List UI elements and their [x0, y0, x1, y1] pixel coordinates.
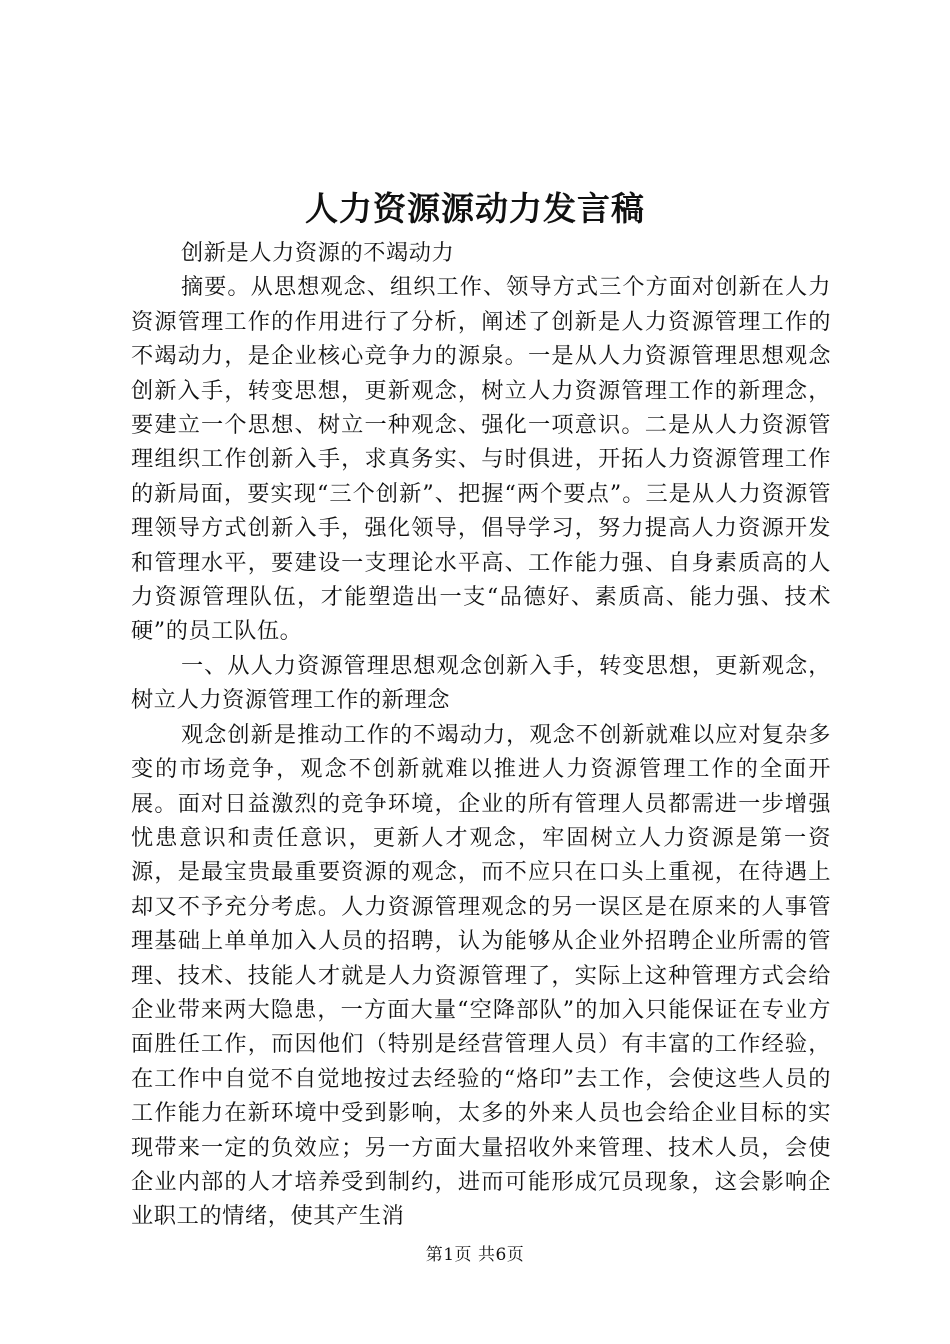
section-heading: 一、从人力资源管理思想观念创新入手，转变思想，更新观念，树立人力资源管理工作的新理念: [131, 652, 831, 714]
document-body: [131, 236, 831, 1234]
document-title: 人力资源源动力发言稿: [305, 189, 645, 228]
page-footer: 第1页 共6页: [425, 1245, 525, 1265]
body-paragraph: 观念创新是推动工作的不竭动力，观念不创新就难以应对复杂多变的市场竞争，观念不创新就难以推进人力资源管理工作的全面开展。面对日益激烈的竞争环境，企业的所有管理人员都需进一步增强忧患意识和责任意识，更新人才观念，牢固树立人力资源是第一资源，是最宝贵最重要资源的观念，而不应只在口头上重视，在待遇上却又不予充分考虑。人力资源管理观念的另一误区是在原来的人事管理基础上单单加入人员的招聘，认为能够从企业外招聘企业所需的管理、技术、技能人才就是人力资源管理了，实际上这种管理方式会给企业带来两大隐患，一方面大量“空降部队”的加入只能保证在专业方面胜任工作，而因他们（特别是经营管理人员）有丰富的工作经验，在工作中自觉不自觉地按过去经验的“烙印”去工作，会使这些人员的工作能力在新环境中受到影响，太多的外来人员也会给企业目标的实现带来一定的负效应；另一方面大量招收外来管理、技术人员，会使企业内部的人才培养受到制约，进而可能形成冗员现象，这会影响企业职工的情绪，使其产生消: [131, 721, 831, 1230]
document-subtitle: 创新是人力资源的不竭动力: [180, 240, 455, 266]
abstract-paragraph: 摘要。从思想观念、组织工作、领导方式三个方面对创新在人力资源管理工作的作用进行了分析，阐述了创新是人力资源管理工作的不竭动力，是企业核心竞争力的源泉。一是从人力资源管理思想观念创新入手，转变思想，更新观念，树立人力资源管理工作的新理念，要建立一个思想、树立一种观念、强化一项意识。二是从人力资源管理组织工作创新入手，求真务实、与时俱进，开拓人力资源管理工作的新局面，要实现“三个创新”、把握“两个要点”。三是从人力资源管理领导方式创新入手，强化领导，倡导学习，努力提高人力资源开发和管理水平，要建设一支理论水平高、工作能力强、自身素质高的人力资源管理队伍，才能塑造出一支“品德好、素质高、能力强、技术硬”的员工队伍。: [131, 274, 831, 645]
